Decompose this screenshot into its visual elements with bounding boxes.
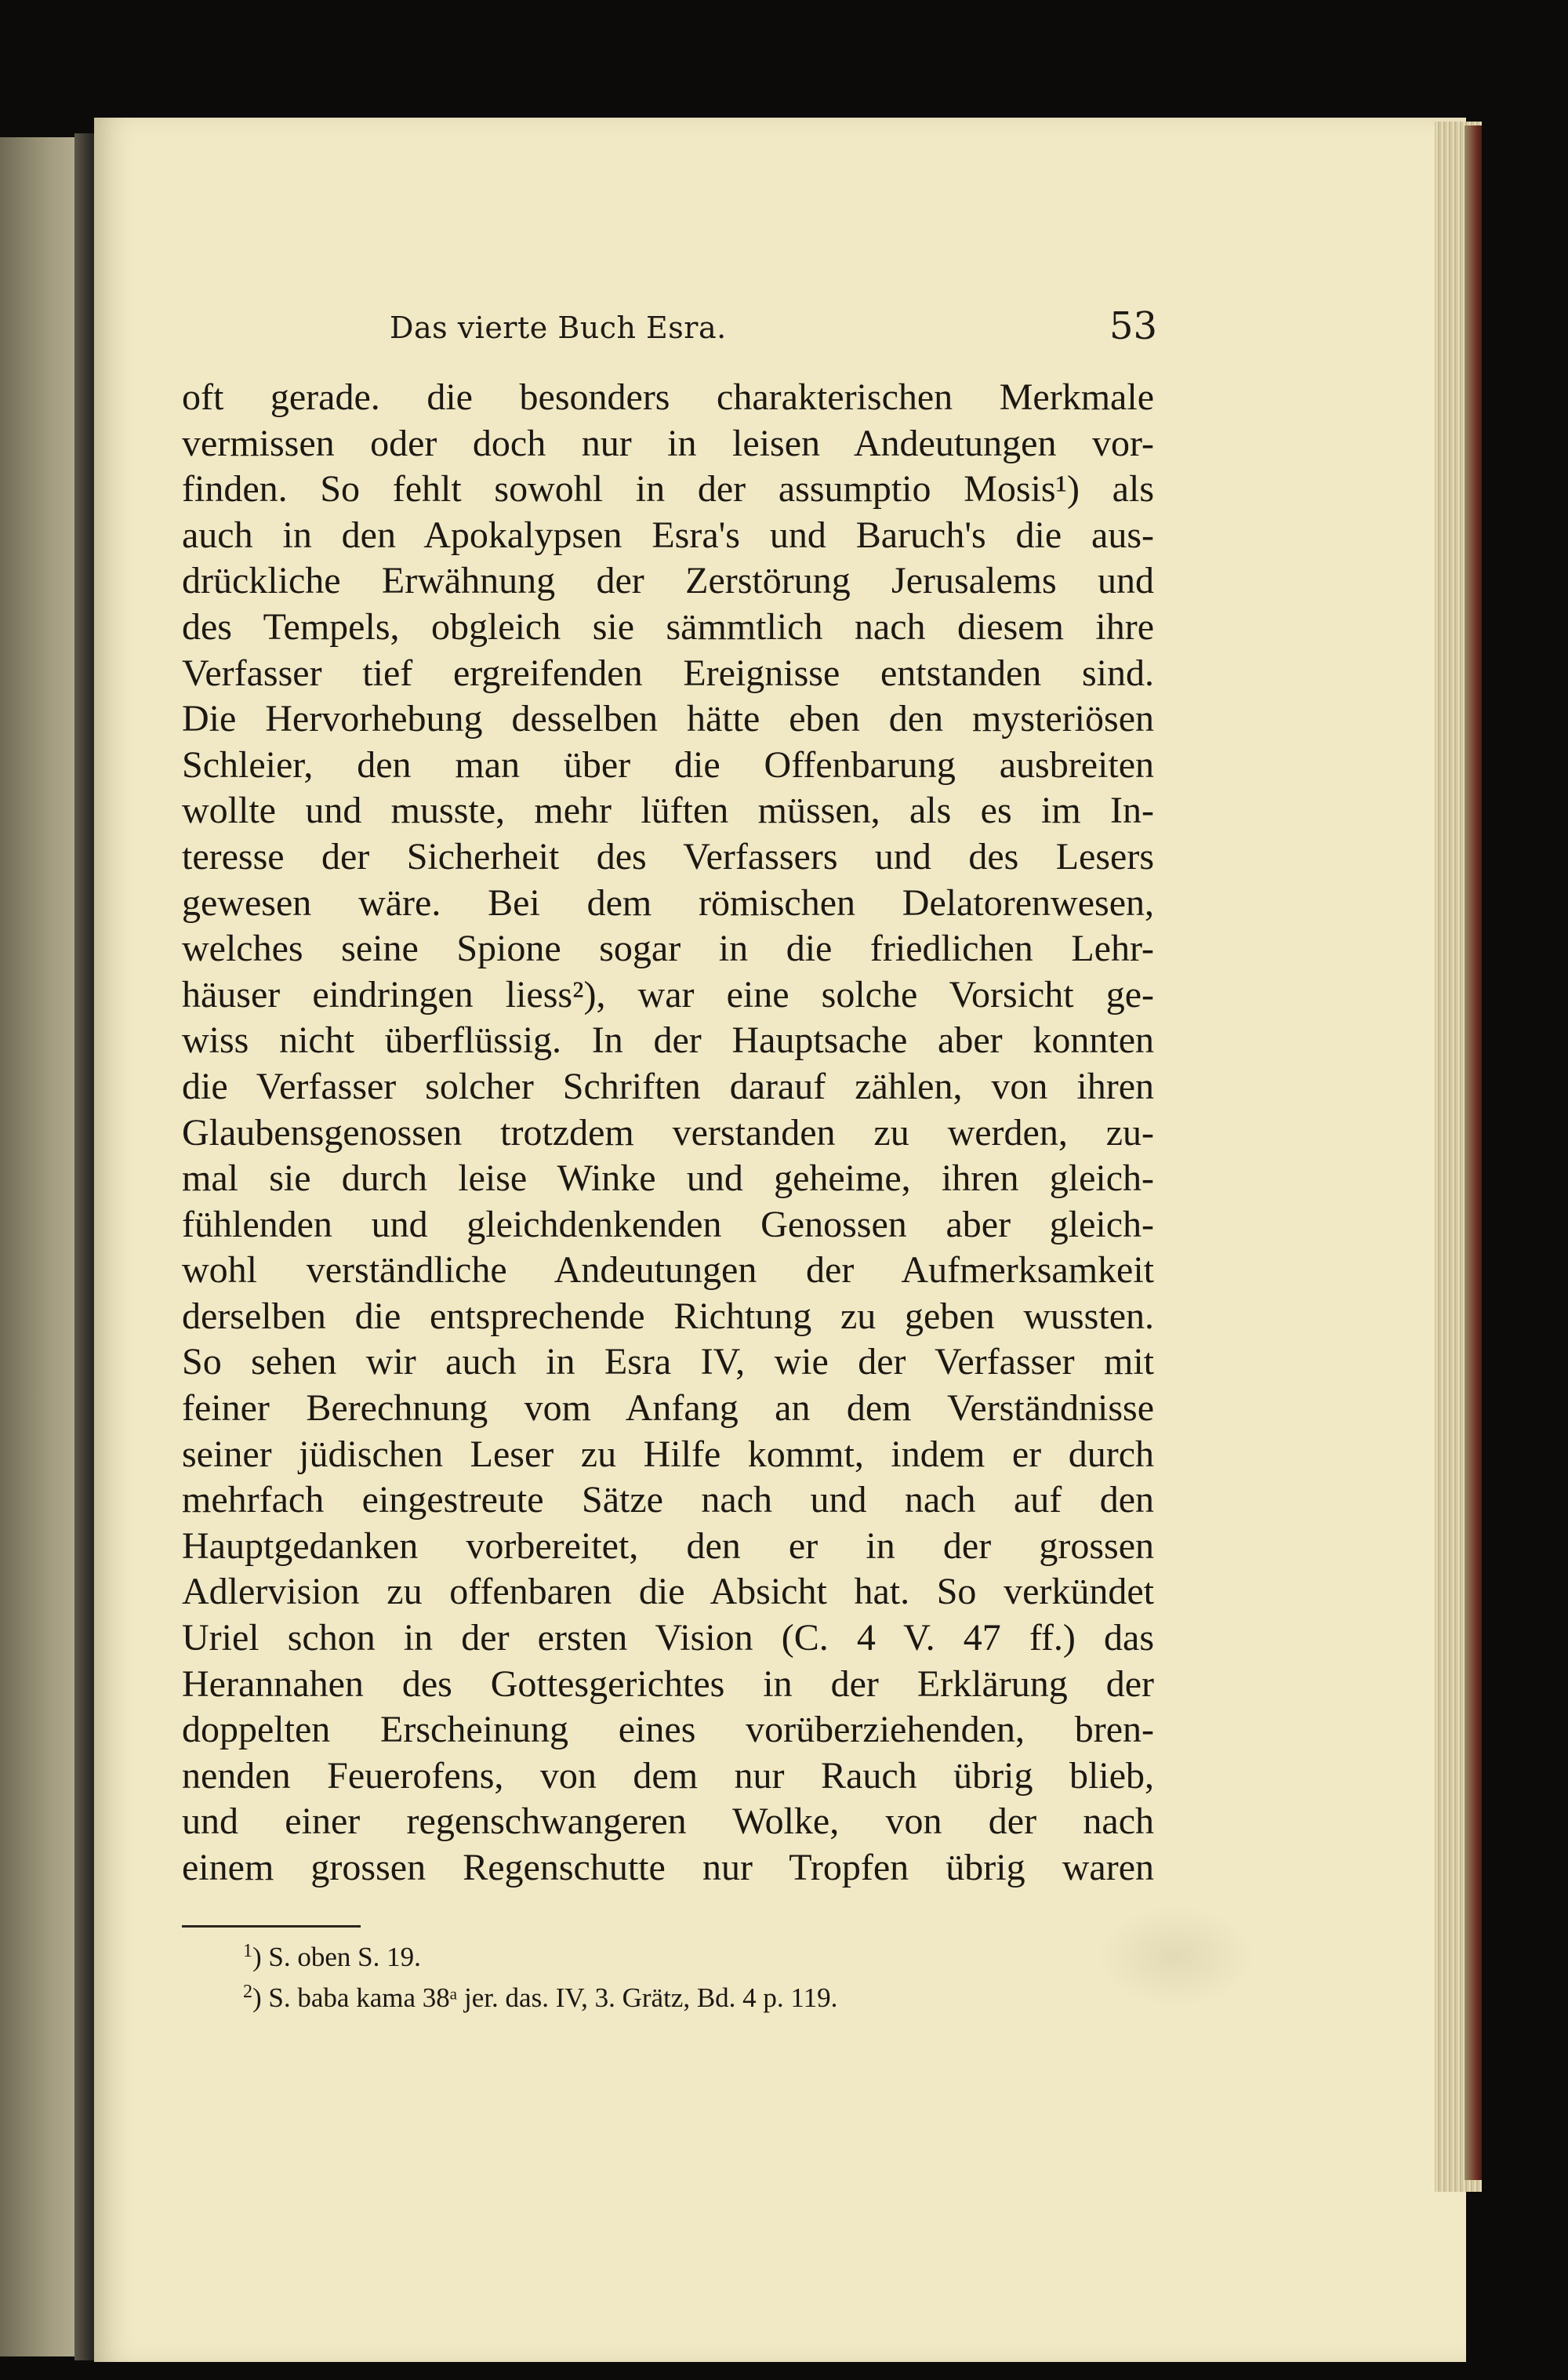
text-line: Die Hervorhebung desselben hätte eben den mysteriösen [182, 698, 1154, 740]
text-line: Adlervision zu offenbaren die Absicht hat. So verkündet [182, 1571, 1154, 1613]
text-line: derselben die entsprechende Richtung zu geben wussten. [182, 1295, 1154, 1337]
text-line: wohl verständliche Andeutungen der Aufmerksamkeit [182, 1249, 1154, 1292]
text-line: wiss nicht überflüssig. In der Hauptsache aber konnten [182, 1019, 1154, 1062]
body-text [182, 375, 1154, 1891]
footnote [243, 1971, 837, 2012]
text-line: Herannahen des Gottesgerichtes in der Erklärung der [182, 1662, 1154, 1705]
text-line: mal sie durch leise Winke und geheime, ihren gleich- [182, 1157, 1154, 1200]
text-line: oft gerade. die besonders charakterischen Merkmale [182, 376, 1154, 418]
footnote-paren: ) [252, 1982, 269, 2013]
footnote-marker: 1 [243, 1941, 252, 1961]
text-line: häuser eindringen liess²), war eine solche Vorsicht ge- [182, 973, 1154, 1016]
text-line: vermissen oder doch nur in leisen Andeutungen vor- [182, 422, 1154, 464]
text-line: wollte und musste, mehr lüften müssen, als es im In- [182, 790, 1154, 832]
text-line: gewesen wäre. Bei dem römischen Delatorenwesen, [182, 881, 1154, 924]
text-line: Schleier, den man über die Offenbarung ausbreiten [182, 743, 1154, 786]
text-line: teresse der Sicherheit des Verfassers und des Lesers [182, 835, 1154, 878]
text-line: finden. So fehlt sowohl in der assumptio Mosis¹) als [182, 468, 1154, 511]
text-line: Uriel schon in der ersten Vision (C. 4 V. 47 ff.) das [182, 1617, 1154, 1659]
text-line: fühlenden und gleichdenkenden Genossen aber gleich- [182, 1203, 1154, 1245]
footnote-rule [182, 1925, 361, 1928]
text-line: feiner Berechnung vom Anfang an dem Verständnisse [182, 1387, 1154, 1430]
footnote [243, 1931, 837, 1971]
footnotes [243, 1931, 837, 2012]
text-line: mehrfach eingestreute Sätze nach und nach auf den [182, 1479, 1154, 1521]
footnote-paren: ) [252, 1942, 269, 1972]
text-line: seiner jüdischen Leser zu Hilfe kommt, indem er durch [182, 1433, 1154, 1475]
page-header [0, 304, 1568, 351]
text-line: und einer regenschwangeren Wolke, von der nach [182, 1800, 1154, 1843]
text-line: Hauptgedanken vorbereitet, den er in der grossen [182, 1524, 1154, 1567]
show-through-stain [1098, 1906, 1254, 2008]
footnote-marker: 2 [243, 1982, 252, 2002]
text-line: auch in den Apokalypsen Esra's und Baruch's die aus- [182, 514, 1154, 556]
text-line: drückliche Erwähnung der Zerstörung Jerusalems und [182, 560, 1154, 602]
book-cover-edge [1465, 125, 1482, 2180]
text-line: Glaubensgenossen trotzdem verstanden zu werden, zu- [182, 1111, 1154, 1154]
running-head: Das vierte Buch Esra. [390, 311, 727, 345]
text-line: nenden Feuerofens, von dem nur Rauch übrig blieb, [182, 1754, 1154, 1797]
text-line: So sehen wir auch in Esra IV, wie der Verfasser mit [182, 1341, 1154, 1383]
text-line: die Verfasser solcher Schriften darauf zählen, von ihren [182, 1065, 1154, 1107]
text-line: des Tempels, obgleich sie sämmtlich nach diesem ihre [182, 605, 1154, 648]
text-line: Verfasser tief ergreifenden Ereignisse entstanden sind. [182, 652, 1154, 694]
text-line: doppelten Erscheinung eines vorüberziehenden, bren- [182, 1709, 1154, 1751]
footnote-text: S. oben S. 19. [268, 1942, 421, 1972]
page-number: 53 [1109, 304, 1158, 348]
footnote-text: S. baba kama 38ᵃ jer. das. IV, 3. Grätz, Bd. 4 p. 119. [268, 1982, 838, 2013]
text-line: welches seine Spione sogar in die friedlichen Lehr- [182, 928, 1154, 970]
text-line: einem grossen Regenschutte nur Tropfen übrig waren [182, 1847, 1154, 1888]
